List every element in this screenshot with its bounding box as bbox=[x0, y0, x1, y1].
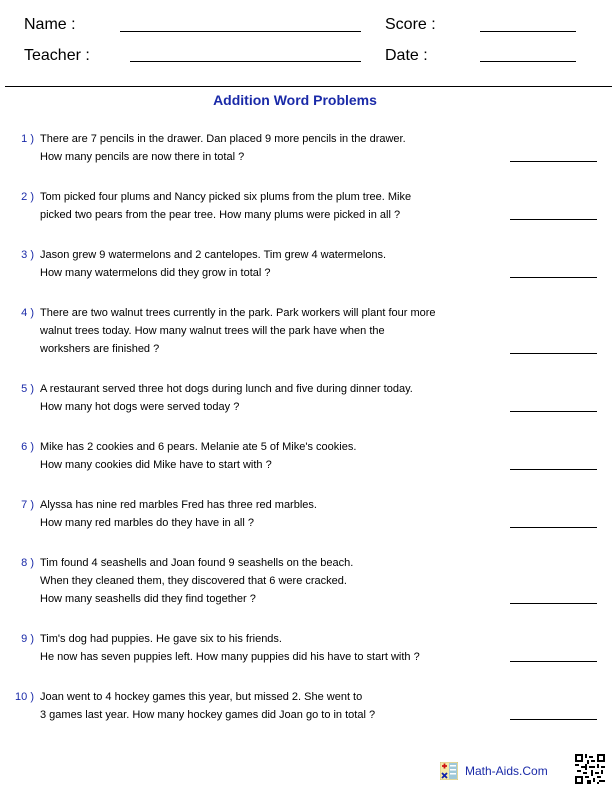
problem-text-line: Tim's dog had puppies. He gave six to his friends. bbox=[40, 633, 282, 645]
answer-line[interactable] bbox=[510, 277, 597, 278]
problem-text-line: Jason grew 9 watermelons and 2 cantelopes. Tim grew 4 watermelons. bbox=[40, 249, 387, 261]
problem-text bbox=[40, 246, 386, 282]
problem-text-line: He now has seven puppies left. How many puppies did his have to start with ? bbox=[40, 651, 420, 663]
calculator-icon bbox=[440, 762, 458, 780]
problem-text bbox=[40, 688, 375, 724]
score-field-line[interactable] bbox=[480, 31, 576, 32]
answer-line[interactable] bbox=[510, 603, 597, 604]
problem-number: 5 ) bbox=[21, 383, 34, 395]
teacher-field-line[interactable] bbox=[130, 61, 361, 62]
problem-text-line: picked two pears from the pear tree. How many plums were picked in all ? bbox=[40, 209, 401, 221]
problem-text-line: Tim found 4 seashells and Joan found 9 seashells on the beach. bbox=[40, 557, 354, 569]
score-label: Score : bbox=[385, 16, 436, 33]
answer-line[interactable] bbox=[510, 661, 597, 662]
problem-number: 9 ) bbox=[21, 633, 34, 645]
problem-text-line: How many red marbles do they have in all ? bbox=[40, 517, 254, 529]
teacher-label: Teacher : bbox=[24, 47, 90, 64]
problem-number: 6 ) bbox=[21, 441, 34, 453]
problem-number: 1 ) bbox=[21, 133, 34, 145]
header-divider bbox=[5, 86, 612, 87]
problem-number: 8 ) bbox=[21, 557, 34, 569]
problem-text bbox=[40, 438, 356, 474]
problem-text-line: walnut trees today. How many walnut trees will the park have when the bbox=[40, 325, 385, 337]
name-label: Name : bbox=[24, 16, 76, 33]
problem-number: 2 ) bbox=[21, 191, 34, 203]
brand-link[interactable]: Math-Aids.Com bbox=[465, 764, 548, 778]
problem-text-line: There are 7 pencils in the drawer. Dan placed 9 more pencils in the drawer. bbox=[40, 133, 406, 145]
problem-text-line: Tom picked four plums and Nancy picked six plums from the plum tree. Mike bbox=[40, 191, 412, 203]
answer-line[interactable] bbox=[510, 353, 597, 354]
problem-text bbox=[40, 130, 406, 166]
problem-text-line: How many pencils are now there in total ? bbox=[40, 151, 245, 163]
problem-text bbox=[40, 554, 353, 608]
problem-text-line: Alyssa has nine red marbles Fred has three red marbles. bbox=[40, 499, 317, 511]
problem-text-line: How many watermelons did they grow in total ? bbox=[40, 267, 271, 279]
problem-text-line: Mike has 2 cookies and 6 pears. Melanie ate 5 of Mike's cookies. bbox=[40, 441, 357, 453]
qr-code-icon bbox=[575, 754, 605, 784]
answer-line[interactable] bbox=[510, 527, 597, 528]
date-label: Date : bbox=[385, 47, 428, 64]
problem-text bbox=[40, 496, 317, 532]
problem-number: 4 ) bbox=[21, 307, 34, 319]
footer-brand bbox=[440, 762, 548, 780]
answer-line[interactable] bbox=[510, 161, 597, 162]
worksheet-title: Addition Word Problems bbox=[213, 92, 377, 108]
problem-text-line: How many cookies did Mike have to start with ? bbox=[40, 459, 272, 471]
problem-text-line: How many hot dogs were served today ? bbox=[40, 401, 240, 413]
problem-number: 7 ) bbox=[21, 499, 34, 511]
problem-text-line: When they cleaned them, they discovered that 6 were cracked. bbox=[40, 575, 347, 587]
answer-line[interactable] bbox=[510, 411, 597, 412]
answer-line[interactable] bbox=[510, 719, 597, 720]
problem-text-line: Joan went to 4 hockey games this year, but missed 2. She went to bbox=[40, 691, 363, 703]
problem-text bbox=[40, 630, 420, 666]
problem-text-line: 3 games last year. How many hockey games did Joan go to in total ? bbox=[40, 709, 376, 721]
problem-text-line: There are two walnut trees currently in the park. Park workers will plant four more bbox=[40, 307, 436, 319]
problem-text bbox=[40, 188, 411, 224]
problem-text bbox=[40, 304, 436, 358]
answer-line[interactable] bbox=[510, 469, 597, 470]
problem-text bbox=[40, 380, 413, 416]
date-field-line[interactable] bbox=[480, 61, 576, 62]
problem-text-line: workshers are finished ? bbox=[40, 343, 160, 355]
problem-text-line: A restaurant served three hot dogs during lunch and five during dinner today. bbox=[40, 383, 413, 395]
problem-number: 10 ) bbox=[15, 691, 34, 703]
problem-number: 3 ) bbox=[21, 249, 34, 261]
problem-text-line: How many seashells did they find together ? bbox=[40, 593, 256, 605]
answer-line[interactable] bbox=[510, 219, 597, 220]
name-field-line[interactable] bbox=[120, 31, 361, 32]
